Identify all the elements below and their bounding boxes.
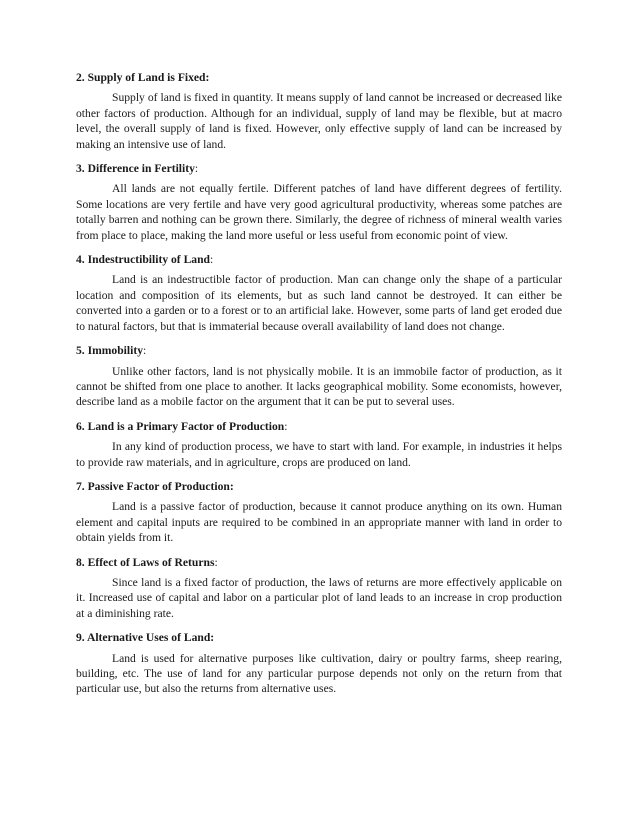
section-immobility xyxy=(76,343,562,410)
section-heading xyxy=(76,343,562,358)
section-body: Since land is a fixed factor of production, the laws of returns are more effectively applicable on it. Increased use of capital and labor on a particular plot of land leads to an increase in crop production at a diminishing rate. xyxy=(76,575,562,620)
section-body: Supply of land is fixed in quantity. It means supply of land cannot be increased or decreased like other factors of production. Although for an individual, supply of land may be flexible, but at macro level, the overall supply of land is fixed. However, only effective supply of land can be increased by making an intensive use of land. xyxy=(76,91,562,151)
section-body: Land is an indestructible factor of production. Man can change only the shape of a particular location and composition of its elements, but as such land cannot be destroyed. It can either be converted into a garden or to a forest or to an artificial lake. However, some parts of land get eroded due to natural factors, but that is immaterial because overall availability of land does not change. xyxy=(76,273,562,333)
section-heading xyxy=(76,252,562,267)
section-title-suffix: : xyxy=(214,555,218,569)
section-body: All lands are not equally fertile. Different patches of land have different degrees of fertility. Some locations are very fertile and have very good agricultural productivity, whereas some patches are totally barren and nothing can be grown there. Similarly, the degree of richness of mineral wealth varies from place to place, making the land more useful or less useful from economic point of view. xyxy=(76,182,562,242)
section-passive-factor xyxy=(76,479,562,546)
section-title: 6. Land is a Primary Factor of Production xyxy=(76,419,285,433)
section-heading xyxy=(76,555,562,570)
section-body: Unlike other factors, land is not physically mobile. It is an immobile factor of production, as it cannot be shifted from one place to another. It lacks geographical mobility. Some economists, however, describe land as a mobile factor on the argument that it can be put to several uses. xyxy=(76,364,562,409)
section-title-suffix: : xyxy=(194,162,199,176)
section-supply-of-land xyxy=(76,70,562,152)
section-title: 9. Alternative Uses of Land: xyxy=(76,631,215,645)
section-title: 4. Indestructibility of Land xyxy=(76,253,210,267)
section-title-suffix: : xyxy=(284,419,288,433)
section-body: Land is used for alternative purposes like cultivation, dairy or poultry farms, sheep rearing, building, etc. The use of land for any particular purpose depends not only on the return from that particular use, but also the returns from alternative uses. xyxy=(76,651,562,696)
section-alternative-uses xyxy=(76,630,562,697)
section-heading xyxy=(76,630,562,645)
section-primary-factor xyxy=(76,419,562,470)
section-title: 7. Passive Factor of Production: xyxy=(76,479,234,493)
section-difference-in-fertility xyxy=(76,161,562,243)
section-body: Land is a passive factor of production, because it cannot produce anything on its own. Human element and capital inputs are required to be combined in an appropriate manner with land in order to obtain yields from it. xyxy=(76,500,562,545)
section-heading xyxy=(76,70,562,85)
section-title: 5. Immobility xyxy=(76,344,143,358)
section-heading xyxy=(76,479,562,494)
section-indestructibility xyxy=(76,252,562,334)
section-body: In any kind of production process, we have to start with land. For example, in industries it helps to provide raw materials, and in agriculture, crops are produced on land. xyxy=(76,440,562,469)
section-title-suffix: : xyxy=(143,344,147,358)
section-heading xyxy=(76,161,562,176)
section-title: 8. Effect of Laws of Returns xyxy=(76,555,215,569)
section-heading xyxy=(76,419,562,434)
section-laws-of-returns xyxy=(76,555,562,622)
section-title: 2. Supply of Land is Fixed: xyxy=(76,71,210,84)
document-page xyxy=(76,70,562,706)
section-title: 3. Difference in Fertility xyxy=(76,162,195,176)
section-title-suffix: : xyxy=(210,253,214,267)
